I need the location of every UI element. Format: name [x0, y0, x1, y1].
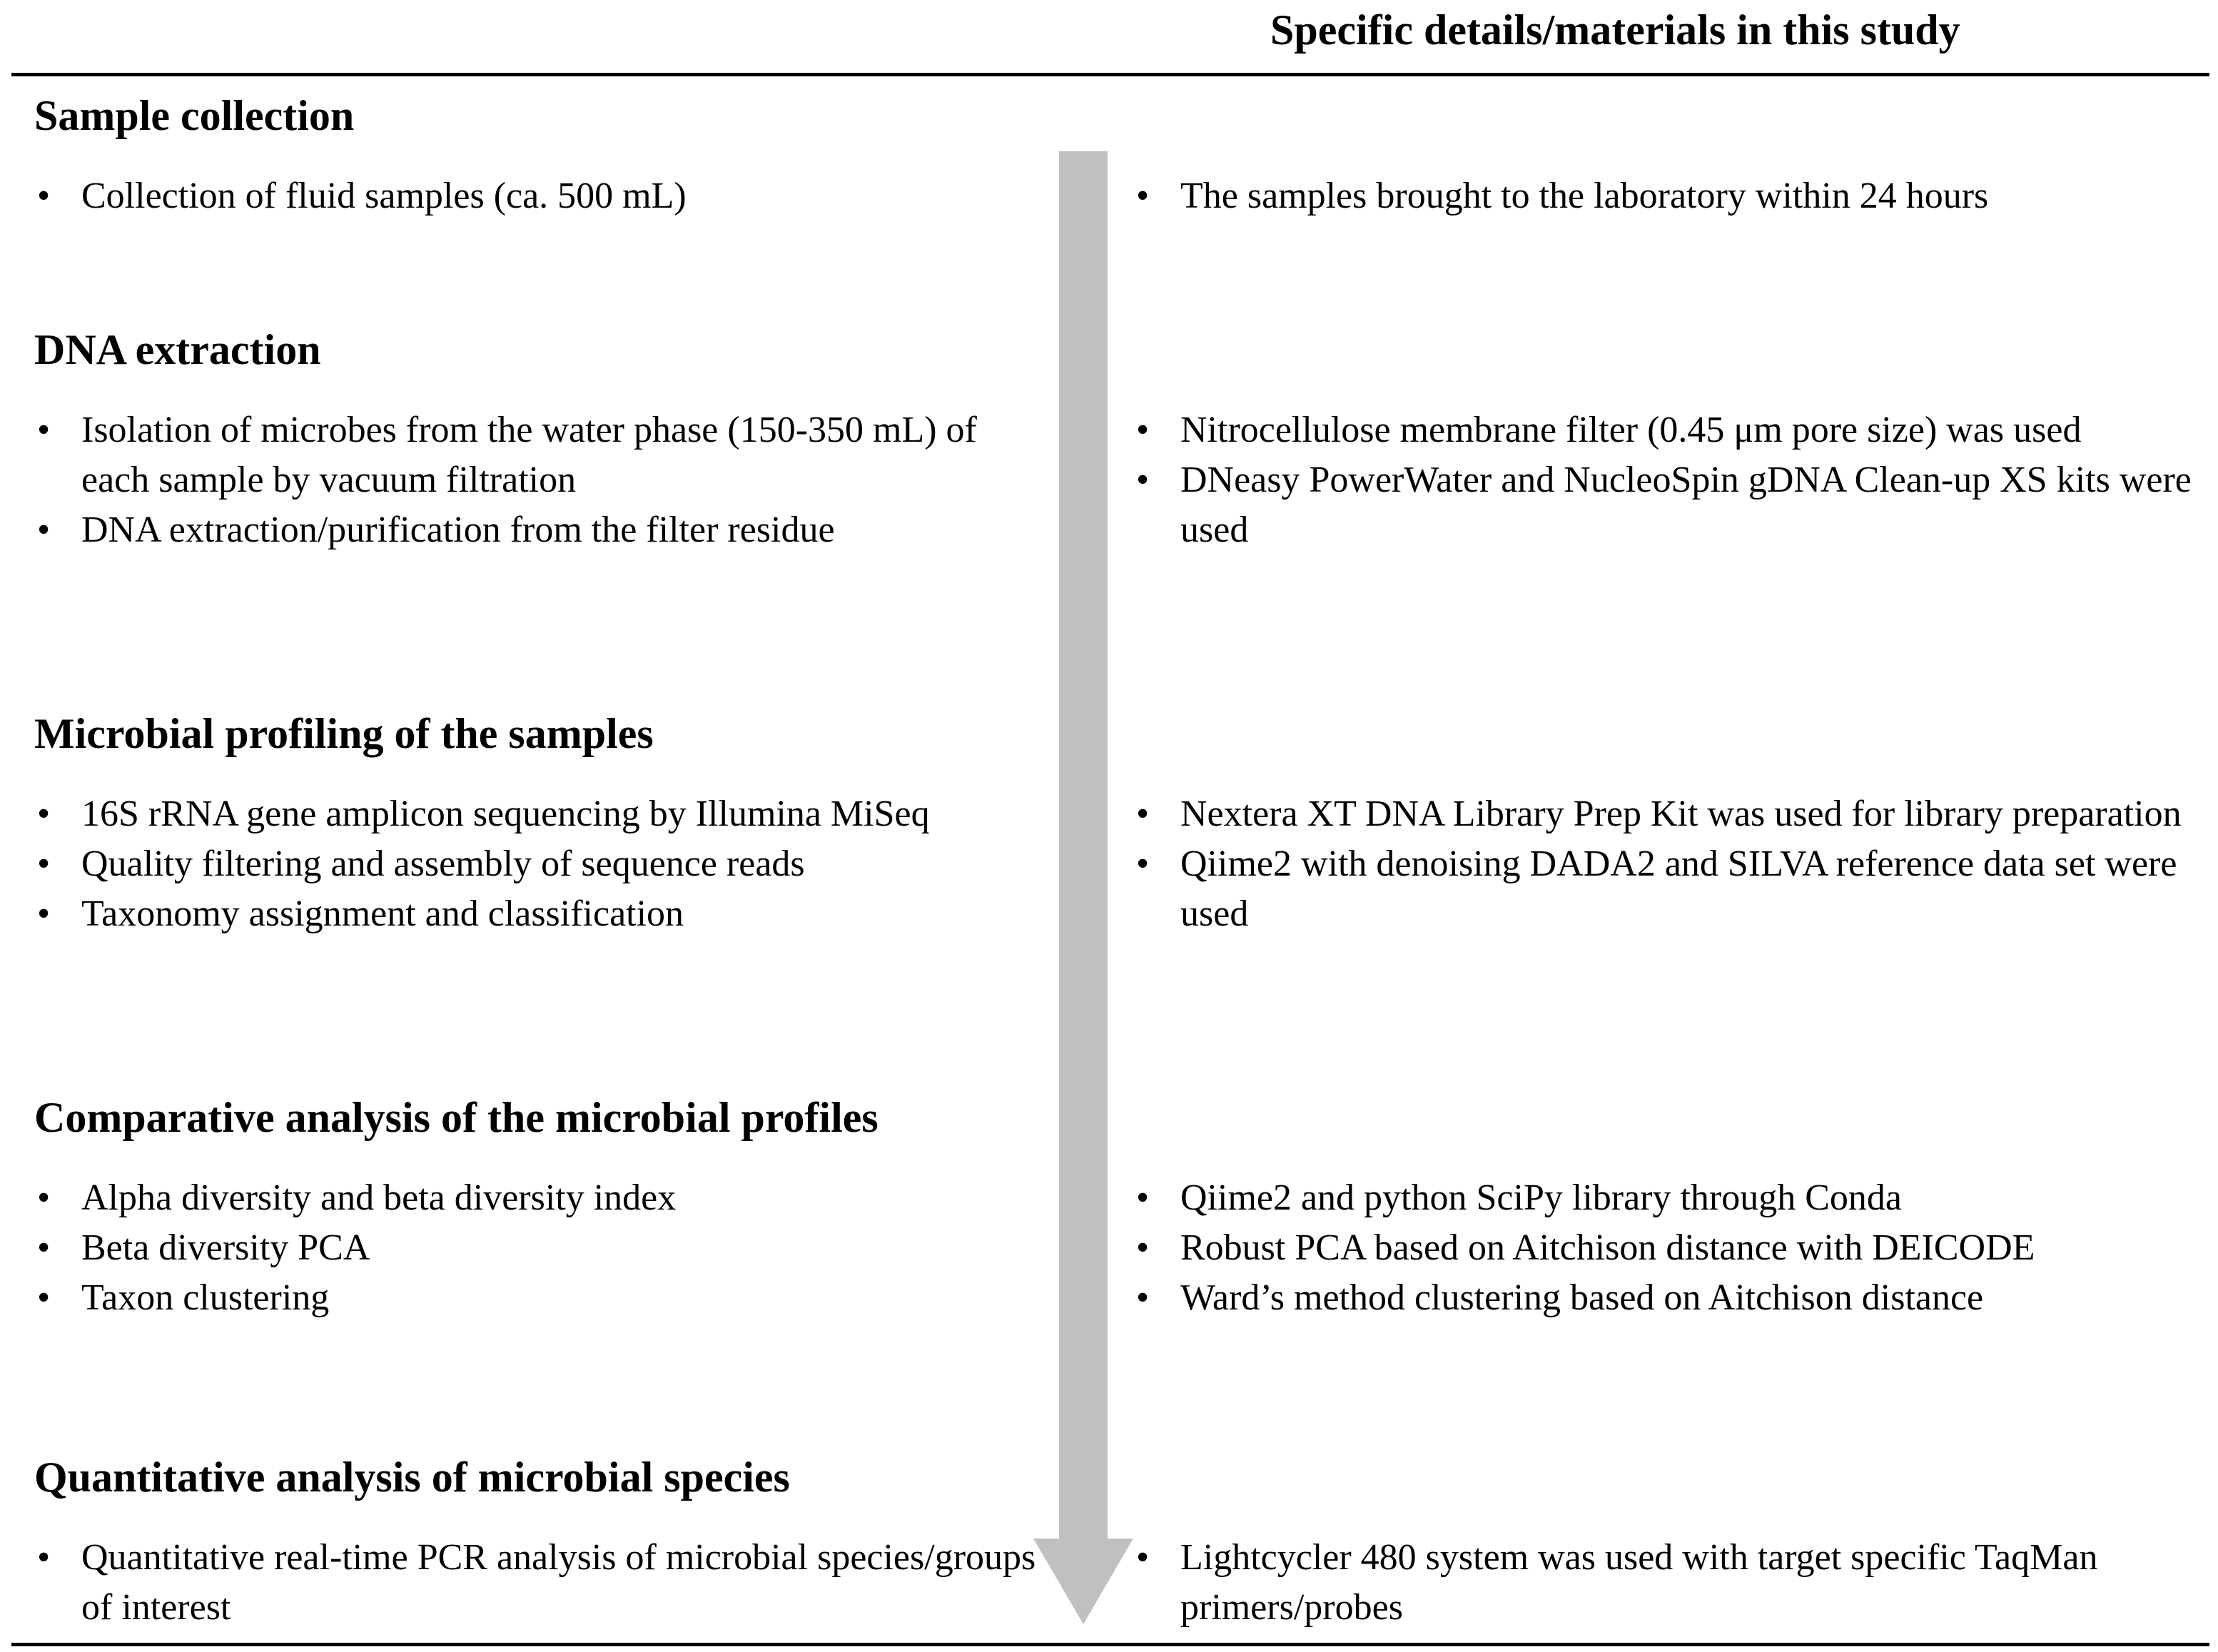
detail-item: • Ward’s method clustering based on Aitchison distance: [1133, 1273, 2204, 1323]
details-dna-extraction: [1133, 405, 2204, 555]
detail-item: • Robust PCA based on Aitchison distance with DEICODE: [1133, 1223, 2204, 1273]
section-title-sample-collection: Sample collection: [34, 92, 355, 139]
details-microbial-profiling: [1133, 789, 2204, 939]
detail-item: • Qiime2 with denoising DADA2 and SILVA reference data set were used: [1133, 839, 2204, 939]
detail-item: • Nitrocellulose membrane filter (0.45 μm pore size) was used: [1133, 405, 2204, 455]
bottom-rule: [11, 1643, 2209, 1646]
section-title-quantitative-analysis: Quantitative analysis of microbial species: [34, 1454, 790, 1501]
workflow-arrow-icon: [1033, 151, 1133, 1624]
step-item: • Taxonomy assignment and classification: [34, 889, 1048, 939]
step-item: • Alpha diversity and beta diversity index: [34, 1173, 1048, 1223]
detail-item: • Nextera XT DNA Library Prep Kit was used for library preparation: [1133, 789, 2204, 839]
steps-quantitative-analysis: [34, 1533, 1048, 1633]
step-item: • Taxon clustering: [34, 1273, 1048, 1323]
step-item: • Quantitative real-time PCR analysis of microbial species/groups of interest: [34, 1533, 1048, 1633]
step-item: • 16S rRNA gene amplicon sequencing by Illumina MiSeq: [34, 789, 1048, 839]
column-header: Specific details/materials in this study: [1270, 6, 1960, 54]
step-item: • Quality filtering and assembly of sequence reads: [34, 839, 1048, 889]
top-rule: [11, 73, 2209, 76]
section-title-dna-extraction: DNA extraction: [34, 326, 321, 373]
steps-dna-extraction: [34, 405, 1048, 555]
section-title-comparative-analysis: Comparative analysis of the microbial profiles: [34, 1094, 878, 1141]
steps-sample-collection: [34, 171, 1048, 221]
step-item: • DNA extraction/purification from the filter residue: [34, 505, 1048, 555]
details-sample-collection: [1133, 171, 2204, 221]
details-quantitative-analysis: [1133, 1533, 2204, 1633]
detail-item: • The samples brought to the laboratory within 24 hours: [1133, 171, 2204, 221]
detail-item: • Qiime2 and python SciPy library through Conda: [1133, 1173, 2204, 1223]
step-item: • Collection of fluid samples (ca. 500 mL): [34, 171, 1048, 221]
section-title-microbial-profiling: Microbial profiling of the samples: [34, 710, 654, 757]
step-item: • Beta diversity PCA: [34, 1223, 1048, 1273]
step-item: • Isolation of microbes from the water phase (150-350 mL) of each sample by vacuum filtration: [34, 405, 1048, 505]
steps-comparative-analysis: [34, 1173, 1048, 1323]
details-comparative-analysis: [1133, 1173, 2204, 1323]
detail-item: • DNeasy PowerWater and NucleoSpin gDNA Clean-up XS kits were used: [1133, 455, 2204, 555]
detail-item: • Lightcycler 480 system was used with target specific TaqMan primers/probes: [1133, 1533, 2204, 1633]
steps-microbial-profiling: [34, 789, 1048, 939]
arrow-shape: [1033, 151, 1133, 1624]
